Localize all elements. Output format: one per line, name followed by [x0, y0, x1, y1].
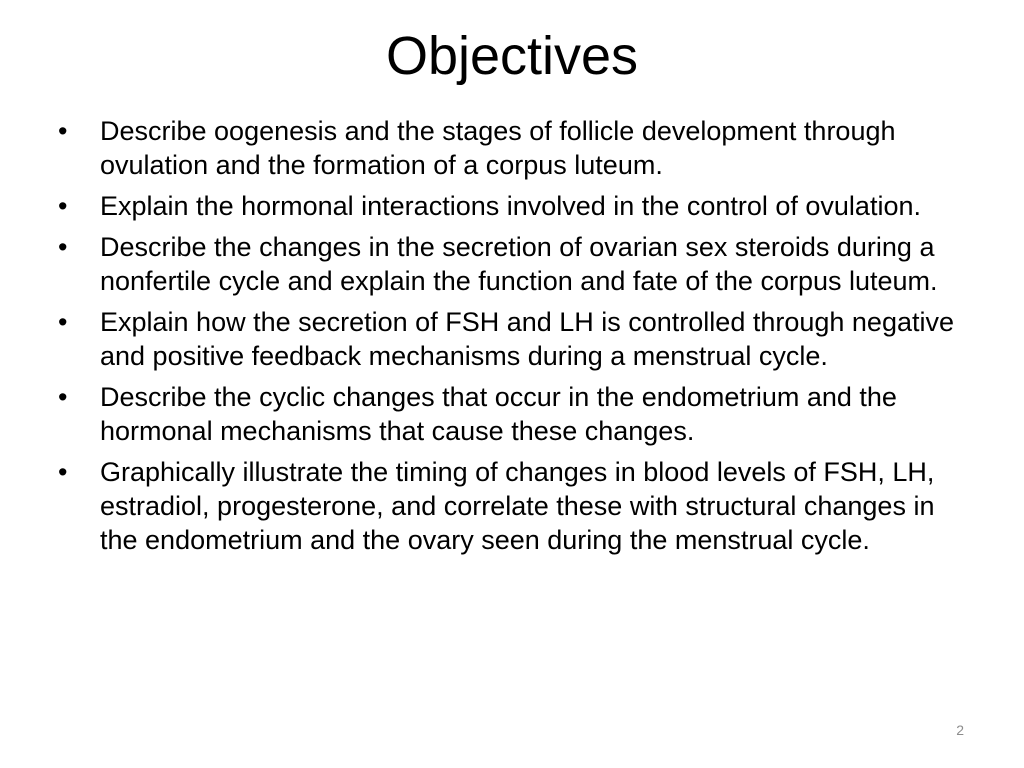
objectives-list — [56, 114, 976, 564]
objective-item — [56, 380, 976, 448]
bullet-icon: • — [58, 307, 68, 337]
bullet-icon: • — [58, 232, 68, 262]
objective-text: Explain how the secretion of FSH and LH is controlled through negative and positive feedback mechanisms during a menstrual cycle. — [100, 307, 954, 371]
objective-item — [56, 230, 976, 298]
page-number: 2 — [956, 722, 964, 738]
slide-title: Objectives — [385, 26, 639, 86]
bullet-icon: • — [58, 457, 68, 487]
objective-item — [56, 455, 976, 557]
objective-text: Describe the changes in the secretion of ovarian sex steroids during a nonfertile cycle and explain the function and fate of the corpus luteum. — [100, 232, 938, 296]
bullet-icon: • — [58, 191, 68, 221]
objective-item — [56, 189, 976, 223]
objective-text: Describe oogenesis and the stages of follicle development through ovulation and the formation of a corpus luteum. — [100, 116, 896, 180]
objective-item — [56, 114, 976, 182]
objective-item — [56, 305, 976, 373]
bullet-icon: • — [58, 116, 68, 146]
bullet-icon: • — [58, 382, 68, 412]
objective-text: Describe the cyclic changes that occur in the endometrium and the hormonal mechanisms that cause these changes. — [100, 382, 897, 446]
objective-text: Graphically illustrate the timing of changes in blood levels of FSH, LH, estradiol, progesterone, and correlate these with structural changes in the endometrium and the ovary seen during the menstrual cycle. — [100, 457, 935, 555]
objective-text: Explain the hormonal interactions involved in the control of ovulation. — [100, 191, 921, 221]
